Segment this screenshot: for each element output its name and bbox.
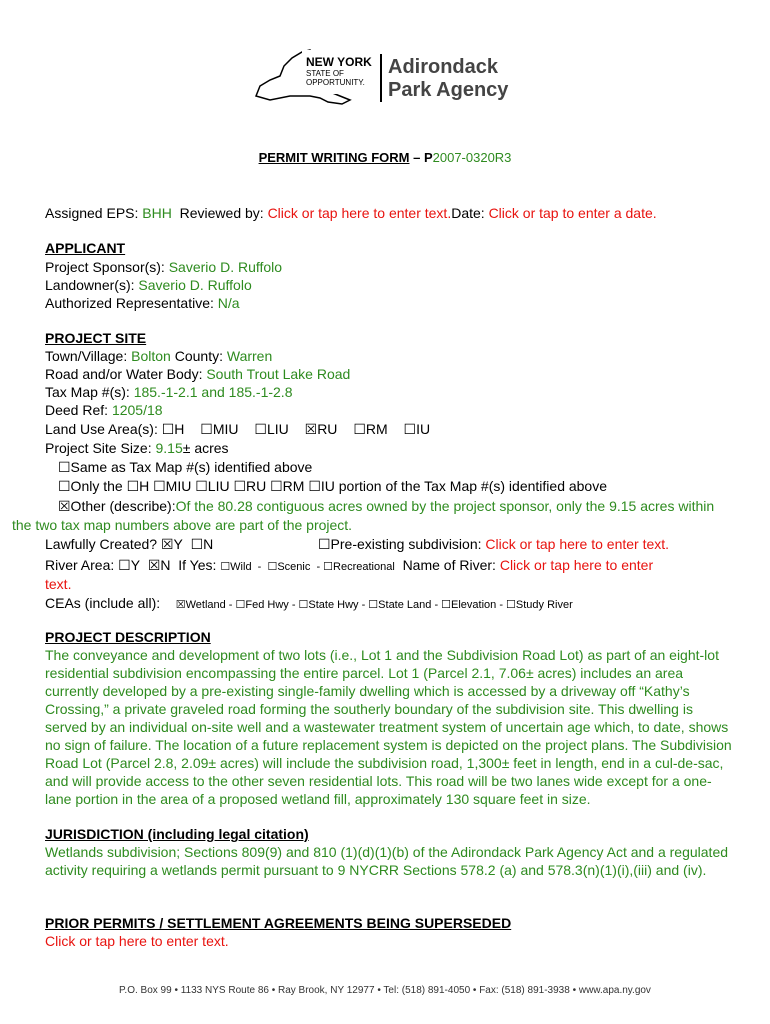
taxmap-value[interactable]: 185.-1-2.1 and 185.-1-2.8	[133, 384, 293, 400]
landuse-checkbox-miu[interactable]: ☐MIU	[200, 421, 239, 437]
taxmap-row: Tax Map #(s): 185.-1-2.1 and 185.-1-2.8	[45, 384, 293, 400]
jurisdiction-heading: JURISDICTION (including legal citation)	[45, 826, 309, 842]
landuse-checkbox-liu[interactable]: ☐LIU	[254, 421, 289, 437]
preexisting-checkbox[interactable]: ☐Pre-existing subdivision:	[318, 536, 486, 552]
sponsor-value[interactable]: Saverio D. Ruffolo	[168, 259, 283, 275]
logo-divider	[380, 54, 382, 102]
recreational-checkbox[interactable]: ☐Recreational	[323, 561, 395, 573]
project-description-heading: PROJECT DESCRIPTION	[45, 629, 211, 645]
scenic-checkbox[interactable]: ☐Scenic -	[267, 561, 324, 573]
lawful-yes-checkbox[interactable]: ☒Y	[160, 536, 183, 552]
other-checkbox[interactable]: ☒Other (describe):	[58, 498, 176, 514]
project-site-heading: PROJECT SITE	[45, 330, 147, 346]
landuse-checkbox-ru[interactable]: ☒RU	[304, 421, 338, 437]
site-size-row: Project Site Size: 9.15± acres	[45, 440, 229, 456]
deed-row: Deed Ref: 1205/18	[45, 402, 163, 418]
footer-address: P.O. Box 99 • 1133 NYS Route 86 • Ray Brook, NY 12977 • Tel: (518) 891-4050 • Fax: (518) 891-3938 • www.apa.ny.gov	[119, 985, 651, 996]
representative-row: Authorized Representative: N/a	[45, 295, 240, 311]
project-description-text[interactable]: The conveyance and development of two lots (i.e., Lot 1 and the Subdivision Road Lot) as part of an eight-lot residential subdivision encompassing the entire parcel. Lot 1 (Parcel 2.1, 7.06± acres) includes an area currently developed by a pre-existing single-family dwelling which is accessed by a driveway off “Kathy’s Crossing,” a private graveled road forming the southerly boundary of the subdivision site. This dwelling is served by an individual on-site well and a wastewater treatment system of uncertain age which, to date, shows no sign of failure. The location of a future replacement system is depicted on the project plans. The Subdivision Road Lot (Parcel 2.8, 2.09± acres) will include the subdivision road, 1,300± feet in length, end in a cul-de-sac, and will provide access to the other seven residential lots. This road will be two lanes wide except for a one-lane portion in the area of a proposed wetland fill, approximately 130 square feet in size.	[45, 647, 732, 807]
road-row: Road and/or Water Body: South Trout Lake Road	[45, 366, 351, 382]
ceas-row: CEAs (include all): ☒Wetland - ☐Fed Hwy - ☐State Hwy - ☐State Land - ☐Elevation - ☐Study River	[45, 595, 573, 611]
ny-wordmark: NEW YORK	[306, 55, 372, 69]
jurisdiction-text[interactable]: Wetlands subdivision; Sections 809(9) and 810 (1)(d)(1)(b) of the Adirondack Park Agency Act and a regulated activity requiring a wetlands permit pursuant to 9 NYCRR Sections 578.2 (a) and 578.3(n)(1)(i),(iii) and (iv).	[45, 844, 729, 878]
sponsor-row: Project Sponsor(s): Saverio D. Ruffolo	[45, 259, 283, 275]
land-use-row: Land Use Area(s): ☐H ☐MIU ☐LIU ☒RU ☐RM ☐IU	[45, 421, 431, 437]
landuse-checkbox-iu[interactable]: ☐IU	[403, 421, 431, 437]
form-title: PERMIT WRITING FORM – P2007-0320R3	[258, 150, 512, 165]
landowner-value[interactable]: Saverio D. Ruffolo	[138, 277, 252, 293]
deed-value[interactable]: 1205/18	[111, 402, 163, 418]
road-value[interactable]: South Trout Lake Road	[206, 366, 351, 382]
landuse-checkbox-h[interactable]: ☐H	[161, 421, 185, 437]
town-value[interactable]: Bolton	[131, 348, 171, 364]
prior-permits-field[interactable]: Click or tap here to enter text.	[45, 933, 229, 949]
town-row: Town/Village: Bolton County: Warren	[45, 348, 273, 364]
river-name-field[interactable]: Click or tap here to enter	[499, 557, 654, 573]
other-description-value[interactable]: Of the 80.28 contiguous acres owned by the project sponsor, only the 9.15 acres within	[175, 498, 715, 514]
date-picker-field[interactable]: Click or tap to enter a date.	[488, 205, 657, 221]
landowner-row: Landowner(s): Saverio D. Ruffolo	[45, 277, 252, 293]
reviewed-by-field[interactable]: Click or tap here to enter text.	[267, 205, 452, 221]
ceas-checkboxes[interactable]: ☒Wetland - ☐Fed Hwy - ☐State Hwy - ☐State Land - ☐Elevation - ☐Study River	[175, 599, 573, 611]
site-size-value[interactable]: 9.15	[155, 440, 183, 456]
letterhead	[250, 46, 520, 110]
only-portion-checkbox[interactable]: ☐Only the ☐H ☐MIU ☐LIU ☐RU ☐RM ☐IU portion of the Tax Map #(s) identified above	[58, 478, 608, 494]
eps-value[interactable]: BHH	[142, 205, 172, 221]
river-area-row: River Area: ☐Y ☒N If Yes: ☐Wild - ☐Scenic - ☐Recreational Name of River: Click or tap here to enter	[45, 557, 654, 573]
river-no-checkbox[interactable]: ☒N	[147, 557, 171, 573]
other-describe-row	[58, 497, 714, 515]
lawfully-created-row: Lawfully Created? ☒Y ☐N	[45, 536, 214, 552]
agency-wordmark: Adirondack Park Agency	[388, 56, 509, 101]
ny-tagline: STATE OF OPPORTUNITY.	[306, 69, 365, 87]
prior-permits-heading: PRIOR PERMITS / SETTLEMENT AGREEMENTS BEING SUPERSEDED	[45, 915, 512, 931]
preexisting-field[interactable]: Click or tap here to enter text.	[485, 536, 670, 552]
lawful-no-checkbox[interactable]: ☐N	[190, 536, 214, 552]
preexisting-row	[318, 535, 669, 553]
applicant-heading: APPLICANT	[45, 240, 126, 256]
representative-value[interactable]: N/a	[217, 295, 240, 311]
county-value[interactable]: Warren	[226, 348, 273, 364]
wild-checkbox[interactable]: ☐Wild -	[220, 561, 268, 573]
river-yes-checkbox[interactable]: ☐Y	[118, 557, 141, 573]
river-name-field-cont[interactable]: text.	[45, 576, 72, 592]
assigned-row: Assigned EPS: BHH Reviewed by: Click or tap here to enter text.Date: Click or tap to enter a date.	[45, 205, 657, 221]
landuse-checkbox-rm[interactable]: ☐RM	[353, 421, 388, 437]
other-description-value-cont[interactable]: the two tax map numbers above are part of the project.	[12, 517, 353, 533]
permit-number: 2007-0320R3	[432, 150, 512, 165]
same-as-taxmap-checkbox[interactable]: ☐Same as Tax Map #(s) identified above	[58, 459, 313, 475]
